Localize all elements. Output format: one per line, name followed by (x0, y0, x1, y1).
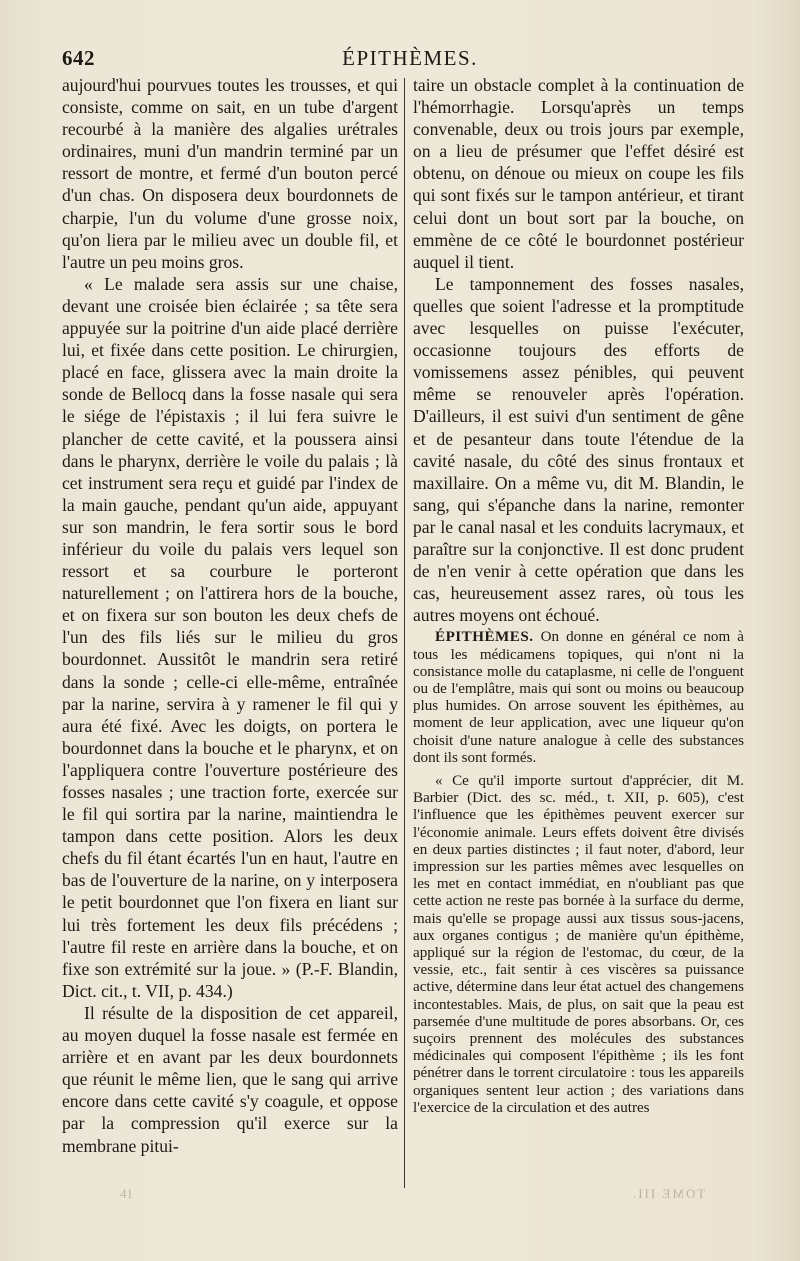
right-column (413, 74, 744, 1117)
paragraph: aujourd'hui pourvues toutes les trousses, et qui consiste, comme on sait, en un tube d'argent recourbé à la manière des algalies urétrales ordinaires, muni d'un mandrin terminé par un ressort de montre, et fermé d'un bouton percé d'un chas. On disposera deux bourdonnets de charpie, l'un du volume d'une grosse noix, qu'on liera par le milieu avec un double fil, et l'autre un peu moins gros. (62, 75, 398, 272)
page-header (60, 46, 760, 70)
entry-text: On donne en général ce nom à tous les médicamens topiques, qui n'ont ni la consistance molle du cataplasme, ni celle de l'onguent ou de l'emplâtre, mais qui sont ou moins ou beaucoup plus humides. On arrose souvent les épithèmes, au moment de leur application, avec une liqueur qu'on choisit d'une nature analogue à celle des substances dont ils sont formés. (413, 629, 744, 766)
show-through-volume-mark: TOME III. (630, 1186, 705, 1201)
paragraph: « Le malade sera assis sur une chaise, devant une croisée bien éclairée ; sa tête sera appuyée sur la poitrine d'un aide placé derrière lui, et fixée dans cette position. Le chirurgien, placé en face, glissera avec la main droite la sonde de Bellocq dans la fosse nasale qui sera le siége de l'épistaxis ; il lui fera suivre le plancher de cette cavité, et la poussera ainsi dans le pharynx, derrière le voile du palais ; là cet instrument sera reçu et guidé par l'index de la main gauche, pendant qu'un aide, appuyant sur son mandrin, le fera sortir sous le bord inférieur du voile du palais vers lequel son ressort et sa courbure le porteront naturellement ; on l'attirera hors de la bouche, et on fixera sur son bouton les deux chefs de l'un des fils liés sur le milieu du gros bourdonnet. Aussitôt le mandrin sera retiré dans la sonde ; celle-ci elle-même, entraînée par la narine, servira à y ramener le fil qui y aura été fixé. Avec les doigts, on portera le bourdonnet dans la bouche et le pharynx, et on l'appliquera contre l'ouverture postérieure des fosses nasales ; une traction forte, exercée sur le fil qui sortira par la narine, maintiendra le tampon dans cette position. Alors les deux chefs du fil étant écartés l'un en haut, l'autre en bas de l'ouverture de la narine, on y interposera le petit bourdonnet que l'on fixera en liant sur lui très fortement les deux fils précédens ; l'autre fil reste en arrière dans la bouche, et on fixe son extrémité sur la joue. » (P.-F. Blandin, Dict. cit., t. VII, p. 434.) (62, 273, 398, 1001)
signature-mark: 41 (120, 1186, 133, 1201)
epithemes-entry (413, 629, 744, 767)
paragraph: Il résulte de la disposition de cet appareil, au moyen duquel la fosse nasale est fermée en arrière et en avant par les deux bourdonnets que réunit le même lien, que le sang qui arrive encore dans cette cavité s'y coagule, et oppose par la compression qu'il exerce sur la membrane pitui- (62, 1002, 398, 1156)
left-column (62, 74, 398, 1157)
paragraph: Le tamponnement des fosses nasales, quelles que soient l'adresse et la promptitude avec lesquelles on puisse l'exécuter, occasionne toujours des efforts de vomissemens assez pénibles, qui peuvent même se renouveler après l'opération. D'ailleurs, il est suivi d'un sentiment de gêne et de pesanteur dans toute l'étendue de la cavité nasale, du côté des sinus frontaux et maxillaire. On a même vu, dit M. Blandin, le sang, qui s'épanche dans la narine, remonter par le canal nasal et les conduits lacrymaux, et paraître sur la conjonctive. Il est donc prudent de n'en venir à cette opération que dans les cas, heureusement assez rares, où tous les autres moyens ont échoué. (413, 273, 744, 626)
column-divider (404, 78, 405, 1188)
entry-heading: ÉPITHÈMES. (435, 629, 534, 646)
page-number: 642 (62, 46, 95, 70)
page-footer (0, 1186, 800, 1206)
paragraph: taire un obstacle complet à la continuation de l'hémorrhagie. Lorsqu'après un temps convenable, deux ou trois jours par exemple, on a lieu de présumer que l'effet désiré est obtenu, on dénoue ou mieux on coupe les fils qui sont fixés sur le tampon antérieur, et tirant celui dont un bout sort par la bouche, on emmène de ce côté le bourdonnet postérieur auquel il tient. (413, 75, 744, 272)
barbier-quote: « Ce qu'il importe surtout d'apprécier, dit M. Barbier (Dict. des sc. méd., t. XII, p. 605), c'est l'influence que les épithèmes peuvent exercer sur l'économie animale. Leurs effets doivent être divisés en deux parties distinctes ; il faut noter, d'abord, leur impression sur les parties mêmes avec lesquelles on les met en contact immédiat, en n'oubliant pas que cette action ne reste pas bornée à la surface du derme, mais qu'elle se propage aussi aux tissus sous-jacens, aux organes contigus ; de manière qu'un épithème, appliqué sur la région de l'estomac, du cœur, de la vessie, etc., fait sentir à ces viscères sa puissance active, détermine dans leur état actuel des changemens incontestables. Mais, de plus, on sait que la peau est parsemée d'une multitude de pores absorbans. Or, ces suçoirs prennent des molécules des substances médicinales qui composent l'épithème ; ils les font pénétrer dans le torrent circulatoire : tous les appareils organiques sentent leur action ; des variations dans l'exercice de la circulation et des autres (413, 772, 744, 1116)
running-head: ÉPITHÈMES. (342, 46, 478, 70)
